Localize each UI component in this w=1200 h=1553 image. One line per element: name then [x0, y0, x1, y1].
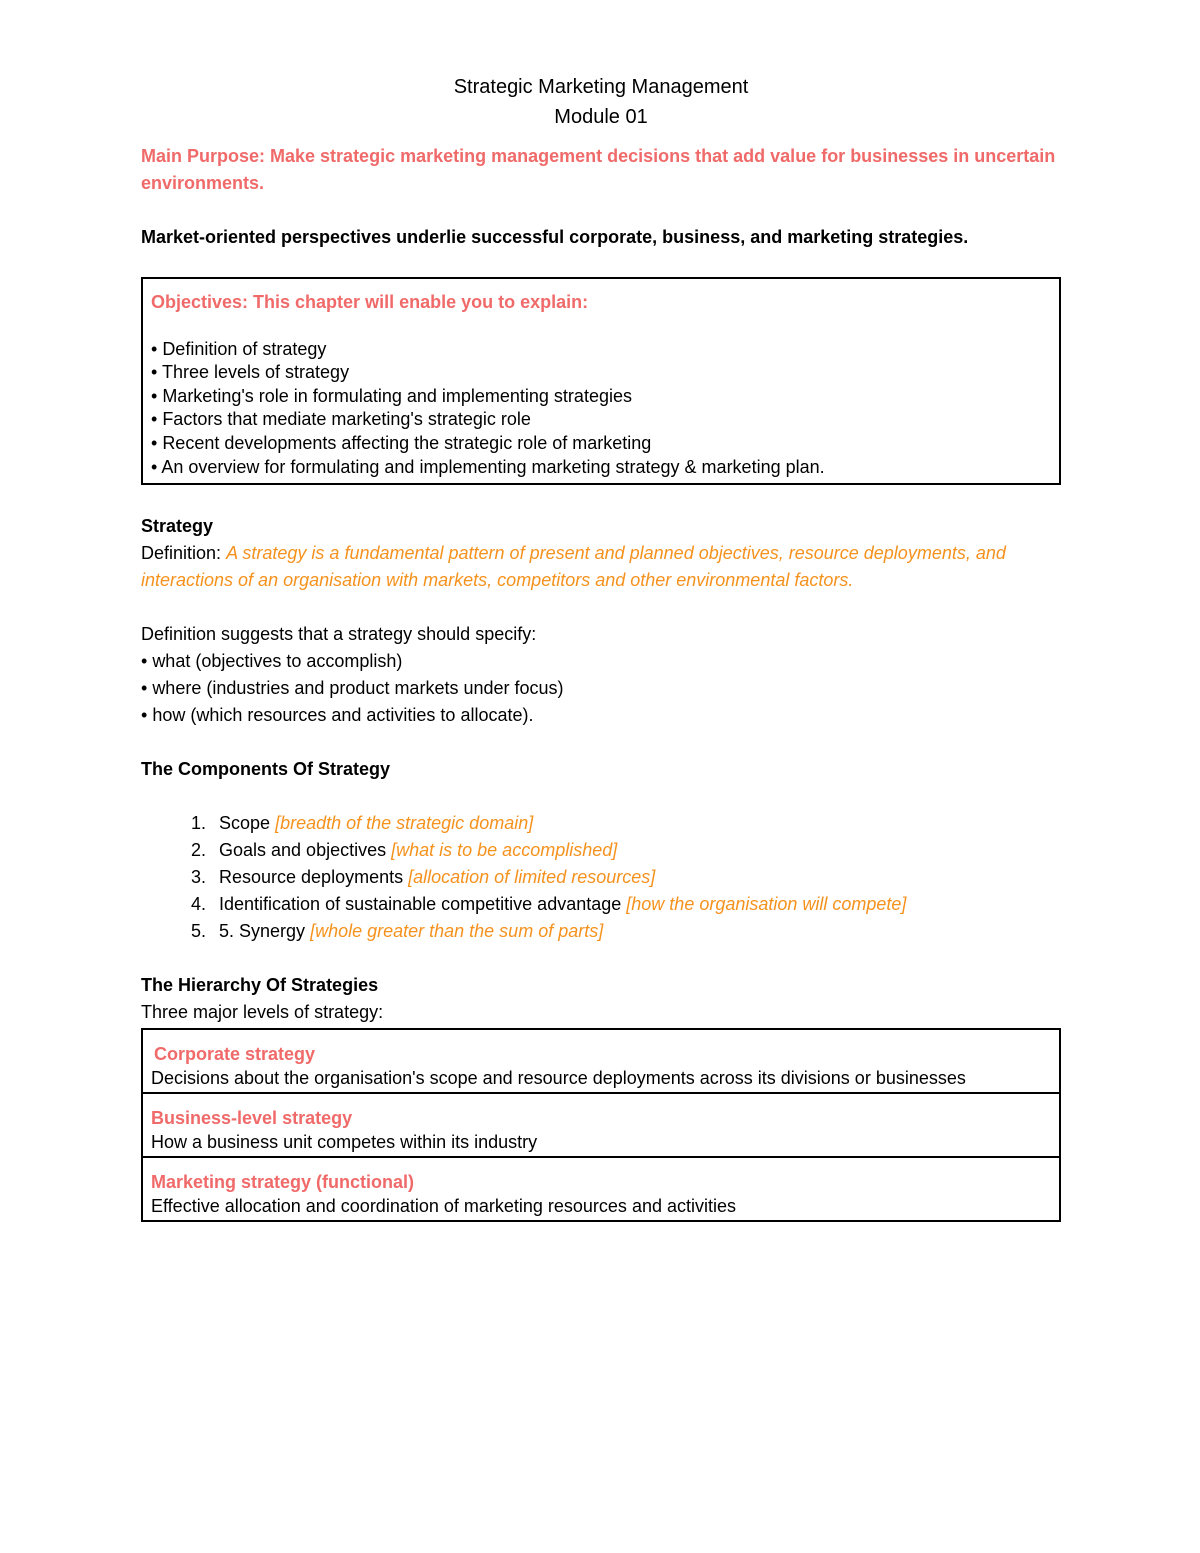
hierarchy-intro: Three major levels of strategy:: [141, 1002, 384, 1023]
definition-text: A strategy is a fundamental pattern of present and planned objectives, resource deployments, and interactions of an organisation with markets, competitors and other environmental factors.: [141, 543, 1006, 591]
level-description: Effective allocation and coordination of marketing resources and activities: [151, 1196, 736, 1217]
level-row-corporate: [143, 1030, 1059, 1094]
specify-item: • what (objectives to accomplish): [141, 648, 1061, 675]
components-list: [141, 810, 1061, 945]
objective-item: • Recent developments affecting the strategic role of marketing: [151, 432, 1051, 456]
level-name: Corporate strategy: [154, 1044, 316, 1065]
component-item: [211, 918, 1061, 945]
component-note: [how the organisation will compete]: [626, 894, 907, 915]
objective-item: • Definition of strategy: [151, 338, 1051, 362]
module-label: Module 01: [554, 106, 648, 128]
hierarchy-heading: The Hierarchy Of Strategies: [141, 975, 379, 996]
level-name: Business-level strategy: [151, 1108, 353, 1129]
document-title: Strategic Marketing Management: [453, 76, 749, 98]
objective-item: • Factors that mediate marketing's strategic role: [151, 408, 1051, 432]
component-label: Scope: [219, 813, 271, 834]
component-note: [whole greater than the sum of parts]: [310, 921, 604, 942]
component-item: [211, 864, 1061, 891]
objective-item: • Marketing's role in formulating and implementing strategies: [151, 385, 1051, 409]
level-description: Decisions about the organisation's scope and resource deployments across its divisions or businesses: [151, 1068, 966, 1089]
components-heading: The Components Of Strategy: [141, 759, 391, 780]
strategy-definition: [141, 540, 1061, 594]
level-row-business: [143, 1094, 1059, 1158]
component-item: [211, 810, 1061, 837]
market-statement: Market-oriented perspectives underlie successful corporate, business, and marketing strategies.: [141, 227, 969, 247]
strategy-heading: Strategy: [141, 516, 214, 537]
objectives-box: [141, 277, 1061, 485]
level-description: How a business unit competes within its industry: [151, 1132, 538, 1153]
component-item: [211, 837, 1061, 864]
component-note: [allocation of limited resources]: [408, 867, 656, 888]
component-item: [211, 891, 1061, 918]
level-row-marketing: [143, 1158, 1059, 1220]
component-label: 5. Synergy: [219, 921, 306, 942]
objective-item: • An overview for formulating and implementing marketing strategy & marketing plan.: [151, 456, 1051, 480]
component-label: Resource deployments: [219, 867, 404, 888]
component-note: [breadth of the strategic domain]: [275, 813, 534, 834]
specify-intro: Definition suggests that a strategy should specify:: [141, 624, 537, 645]
definition-label: Definition:: [141, 543, 222, 564]
component-note: [what is to be accomplished]: [391, 840, 618, 861]
document-page: [141, 72, 1061, 1222]
level-name: Marketing strategy (functional): [151, 1172, 415, 1193]
objectives-title: Objectives: This chapter will enable you to explain:: [151, 292, 589, 312]
specify-item: • how (which resources and activities to allocate).: [141, 702, 1061, 729]
objective-item: • Three levels of strategy: [151, 361, 1051, 385]
strategy-levels-table: [141, 1028, 1061, 1222]
main-purpose: Main Purpose: Make strategic marketing management decisions that add value for businesses in uncertain environments.: [141, 146, 1056, 193]
specify-item: • where (industries and product markets under focus): [141, 675, 1061, 702]
component-label: Identification of sustainable competitive advantage: [219, 894, 622, 915]
component-label: Goals and objectives: [219, 840, 387, 861]
